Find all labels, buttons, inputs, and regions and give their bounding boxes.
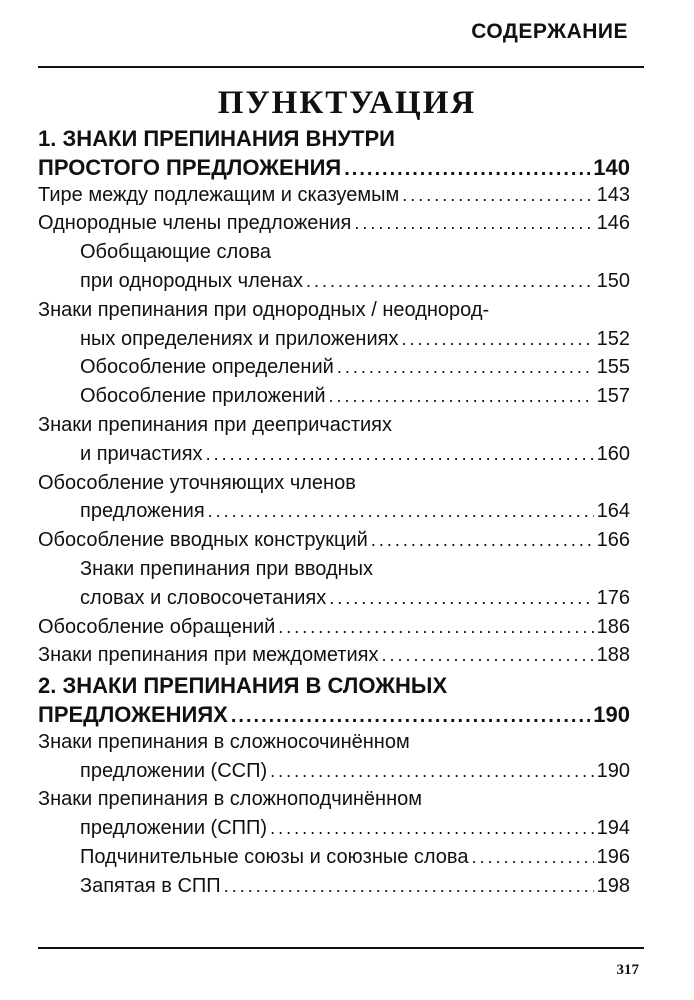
- toc-entry-text: Знаки препинания при деепричастиях: [38, 413, 393, 436]
- page-number: 317: [616, 962, 639, 978]
- toc-page-number: 190: [596, 759, 630, 782]
- toc-entry-text: Обособление уточняющих членов: [38, 471, 356, 494]
- toc-heading-line: [38, 673, 630, 702]
- toc-entry[interactable]: [38, 760, 630, 789]
- leader-dots: [270, 818, 594, 839]
- leader-dots: [270, 761, 593, 782]
- toc-entry[interactable]: [38, 846, 630, 875]
- toc-entry-line: [38, 731, 630, 760]
- leader-dots: [401, 329, 593, 350]
- toc-heading-text: ПРОСТОГО ПРЕДЛОЖЕНИЯ: [38, 154, 342, 180]
- leader-dots: [344, 158, 590, 181]
- toc-entry[interactable]: [38, 212, 630, 241]
- toc-entry-text: словах и словосочетаниях: [80, 586, 327, 609]
- toc-entry[interactable]: [38, 443, 630, 472]
- leader-dots: [471, 847, 593, 868]
- leader-dots: [208, 501, 594, 522]
- toc-page-number: 150: [596, 269, 630, 292]
- toc-page-number: 198: [596, 874, 630, 897]
- toc-entry[interactable]: [38, 817, 630, 846]
- toc-page-number: 143: [596, 183, 630, 206]
- leader-dots: [278, 617, 593, 638]
- toc-entry-text: Обособление приложений: [80, 385, 326, 408]
- leader-dots: [206, 444, 594, 465]
- toc-entry-text: Знаки препинания при однородных / неоднород-: [38, 298, 490, 321]
- toc-entry-line: [38, 558, 630, 587]
- leader-dots: [354, 213, 593, 234]
- toc-page-number: 155: [596, 356, 630, 379]
- toc-entry-text: предложения: [80, 500, 205, 523]
- toc-entry-text: Обособление обращений: [38, 615, 276, 638]
- toc-page-number: 188: [596, 644, 630, 667]
- leader-dots: [231, 705, 590, 728]
- toc-entry-text: предложении (ССП): [80, 759, 268, 782]
- toc-page-number: 186: [596, 615, 630, 638]
- toc-entry-text: предложении (СПП): [80, 817, 268, 840]
- toc-entry-text: Тире между подлежащим и сказуемым: [38, 183, 400, 206]
- toc-entry-text: и причастиях: [80, 442, 203, 465]
- leader-dots: [381, 645, 593, 666]
- toc-heading-entry[interactable]: [38, 702, 630, 731]
- leader-dots: [337, 357, 594, 378]
- toc-heading-line: [38, 126, 630, 155]
- toc-entry-line: [38, 788, 630, 817]
- toc-page-number: 176: [596, 586, 630, 609]
- leader-dots: [329, 588, 593, 609]
- toc-entry-text: Запятая в СПП: [80, 874, 221, 897]
- toc-page-number: 140: [593, 154, 630, 180]
- toc-page-number: 194: [596, 817, 630, 840]
- toc-heading-text: 1. ЗНАКИ ПРЕПИНАНИЯ ВНУТРИ: [38, 126, 395, 151]
- toc-entry[interactable]: [38, 875, 630, 904]
- toc-entry-text: Обобщающие слова: [80, 241, 272, 264]
- toc-page-number: 190: [593, 701, 630, 727]
- toc-entry[interactable]: [38, 500, 630, 529]
- toc-entry-text: Обособление определений: [80, 356, 334, 379]
- toc-page-number: 146: [596, 212, 630, 235]
- toc-page-number: 196: [596, 845, 630, 868]
- toc-entry[interactable]: [38, 587, 630, 616]
- table-of-contents: [38, 126, 630, 904]
- toc-entry[interactable]: [38, 385, 630, 414]
- toc-entry[interactable]: [38, 529, 630, 558]
- running-head: СОДЕРЖАНИЕ: [471, 20, 628, 43]
- toc-page-number: 160: [596, 442, 630, 465]
- toc-entry-text: Знаки препинания в сложноподчинённом: [38, 788, 423, 811]
- toc-entry[interactable]: [38, 644, 630, 673]
- toc-entry-text: Подчинительные союзы и союзные слова: [80, 845, 469, 868]
- toc-entry[interactable]: [38, 328, 630, 357]
- leader-dots: [224, 876, 594, 897]
- toc-entry[interactable]: [38, 356, 630, 385]
- toc-page-number: 157: [596, 385, 630, 408]
- toc-entry-text: Знаки препинания в сложносочинённом: [38, 730, 410, 753]
- toc-heading-text: ПРЕДЛОЖЕНИЯХ: [38, 701, 228, 727]
- toc-heading-text: 2. ЗНАКИ ПРЕПИНАНИЯ В СЛОЖНЫХ: [38, 673, 448, 699]
- toc-entry-text: Однородные члены предложения: [38, 212, 352, 235]
- toc-page-number: 152: [596, 327, 630, 350]
- toc-entry-line: [38, 472, 630, 501]
- toc-entry-text: Знаки препинания при вводных: [80, 557, 374, 580]
- section-title: ПУНКТУАЦИЯ: [217, 85, 477, 121]
- leader-dots: [306, 271, 594, 292]
- leader-dots: [329, 386, 594, 407]
- toc-entry-line: [38, 299, 630, 328]
- toc-heading-entry[interactable]: [38, 155, 630, 184]
- toc-entry[interactable]: [38, 616, 630, 645]
- leader-dots: [371, 530, 594, 551]
- toc-entry-text: Знаки препинания при междометиях: [38, 644, 379, 667]
- toc-entry[interactable]: [38, 270, 630, 299]
- toc-entry-text: Обособление вводных конструкций: [38, 529, 368, 552]
- top-rule: [38, 66, 644, 68]
- bottom-rule: [38, 947, 644, 949]
- toc-page-number: 164: [596, 500, 630, 523]
- leader-dots: [402, 185, 593, 206]
- toc-entry-line: [38, 414, 630, 443]
- toc-entry-line: [38, 241, 630, 270]
- toc-entry-text: при однородных членах: [80, 269, 304, 292]
- toc-entry[interactable]: [38, 184, 630, 213]
- toc-page-number: 166: [596, 529, 630, 552]
- toc-entry-text: ных определениях и приложениях: [80, 327, 399, 350]
